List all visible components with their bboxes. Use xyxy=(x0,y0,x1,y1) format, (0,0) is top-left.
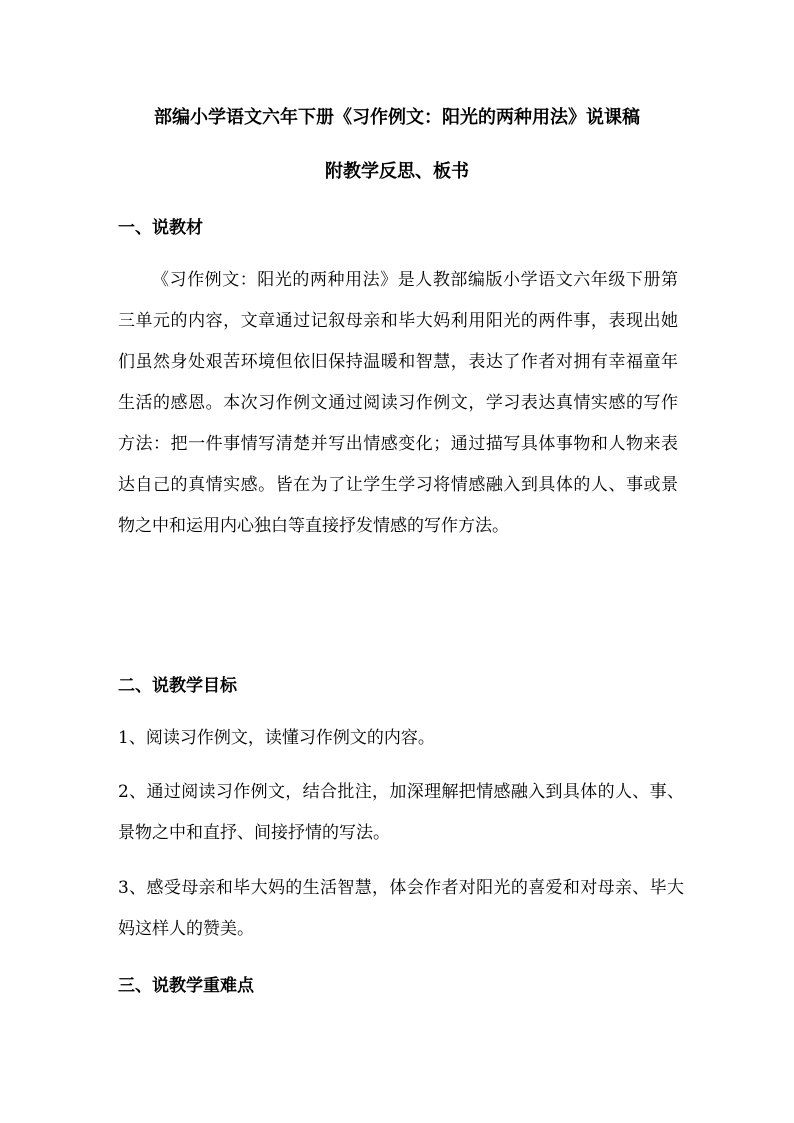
section-heading-objectives: 二、说教学目标 xyxy=(118,676,237,696)
objective-item-3: 3、感受母亲和毕大妈的生活智慧，体会作者对阳光的喜爱和对母亲、毕大妈这样人的赞美。 xyxy=(118,878,684,939)
section-heading-textbook: 一、说教材 xyxy=(118,218,203,238)
document-subtitle: 附教学反思、板书 xyxy=(325,161,469,182)
objective-item-2: 2、通过阅读习作例文，结合批注，加深理解把情感融入到具体的人、事、景物之中和直抒、间接抒情的写法。 xyxy=(118,782,684,843)
document-title: 部编小学语文六年下册《习作例文：阳光的两种用法》说课稿 xyxy=(154,107,640,128)
section-paragraph-textbook: 《习作例文：阳光的两种用法》是人教部编版小学语文六年级下册第三单元的内容，文章通过记叙母亲和毕大妈利用阳光的两件事，表现出她们虽然身处艰苦环境但依旧保持温暖和智慧，表达了作者对拥有幸福童年生活的感恩。本次习作例文通过阅读习作例文，学习表达真情实感的写作方法：把一件事情写清楚并写出情感变化；通过描写具体事物和人物来表达自己的真情实感。皆在为了让学生学习将情感融入到具体的人、事或景物之中和运用内心独白等直接抒发情感的写作方法。 xyxy=(118,270,678,536)
objective-item-1: 1、阅读习作例文，读懂习作例文的内容。 xyxy=(118,728,435,748)
section-heading-key-points: 三、说教学重难点 xyxy=(118,976,254,996)
